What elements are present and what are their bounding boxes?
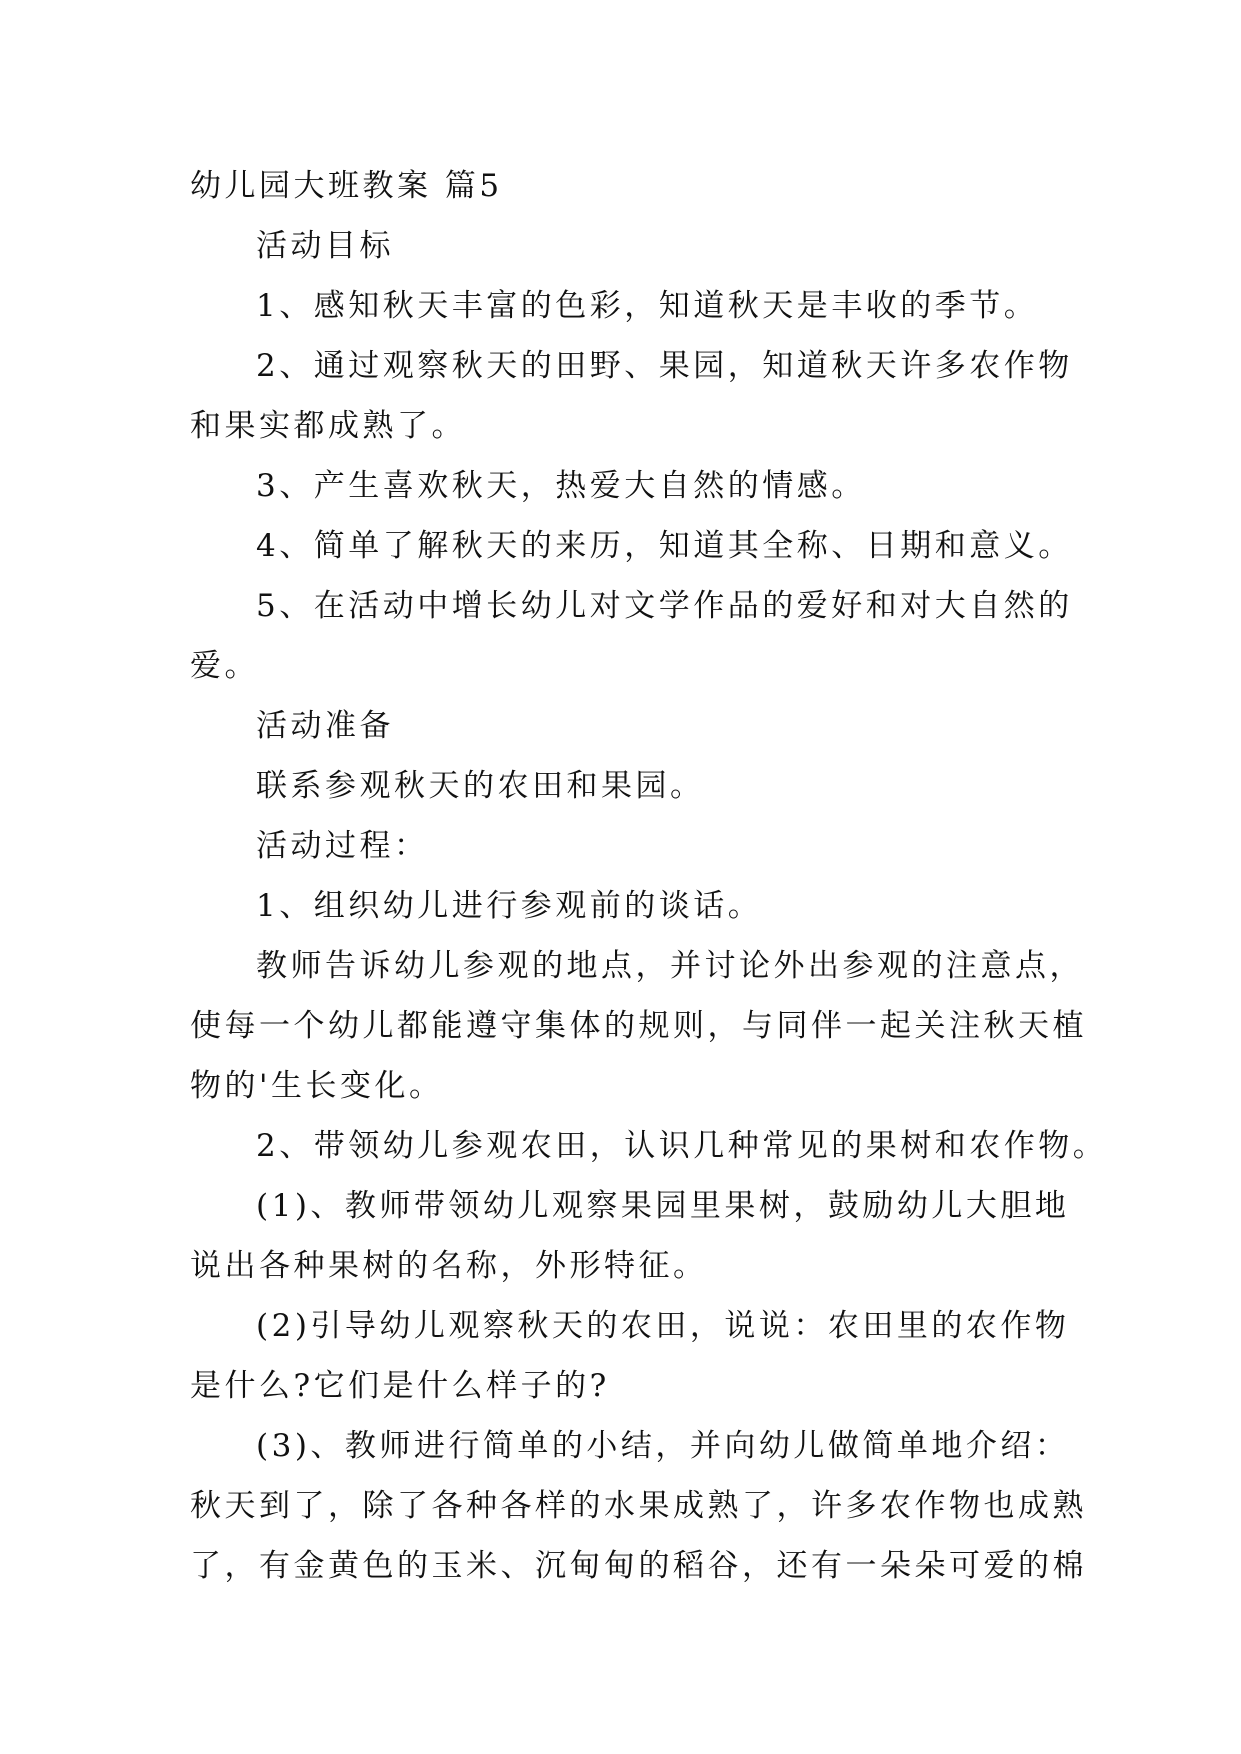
- section-heading-process: 活动过程：: [256, 828, 429, 864]
- paragraph-line: 教师告诉幼儿参观的地点，并讨论外出参观的注意点，: [256, 948, 1084, 984]
- paragraph-line: 物的'生长变化。: [190, 1068, 444, 1104]
- paragraph-line: (2)引导幼儿观察秋天的农田，说说：农田里的农作物: [256, 1308, 1070, 1344]
- paragraph-line: 秋天到了，除了各种各样的水果成熟了，许多农作物也成熟: [190, 1488, 1087, 1524]
- paragraph-line: 爱。: [190, 648, 259, 684]
- paragraph-line: 说出各种果树的名称，外形特征。: [190, 1248, 708, 1284]
- paragraph-line: 5、在活动中增长幼儿对文学作品的爱好和对大自然的: [256, 588, 1073, 624]
- paragraph-line: 1、感知秋天丰富的色彩，知道秋天是丰收的季节。: [256, 288, 1039, 324]
- document-title: 幼儿园大班教案 篇5: [190, 168, 503, 204]
- paragraph-line: 1、组织幼儿进行参观前的谈话。: [256, 888, 763, 924]
- paragraph-line: (3)、教师进行简单的小结，并向幼儿做简单地介绍：: [256, 1428, 1070, 1464]
- paragraph-line: 和果实都成熟了。: [190, 408, 466, 444]
- section-heading-objectives: 活动目标: [256, 228, 394, 264]
- paragraph-line: 2、通过观察秋天的田野、果园，知道秋天许多农作物: [256, 348, 1073, 384]
- paragraph-line: (1)、教师带领幼儿观察果园里果树，鼓励幼儿大胆地: [256, 1188, 1070, 1224]
- paragraph-line: 是什么?它们是什么样子的?: [190, 1368, 610, 1404]
- paragraph-line: 4、简单了解秋天的来历，知道其全称、日期和意义。: [256, 528, 1073, 564]
- paragraph-line: 了，有金黄色的玉米、沉甸甸的稻谷，还有一朵朵可爱的棉: [190, 1548, 1087, 1584]
- paragraph-line: 使每一个幼儿都能遵守集体的规则，与同伴一起关注秋天植: [190, 1008, 1087, 1044]
- paragraph-line: 3、产生喜欢秋天，热爱大自然的情感。: [256, 468, 866, 504]
- section-heading-preparation: 活动准备: [256, 708, 394, 744]
- paragraph-line: 联系参观秋天的农田和果园。: [256, 768, 705, 804]
- paragraph-line: 2、带领幼儿参观农田，认识几种常见的果树和农作物。: [256, 1128, 1108, 1164]
